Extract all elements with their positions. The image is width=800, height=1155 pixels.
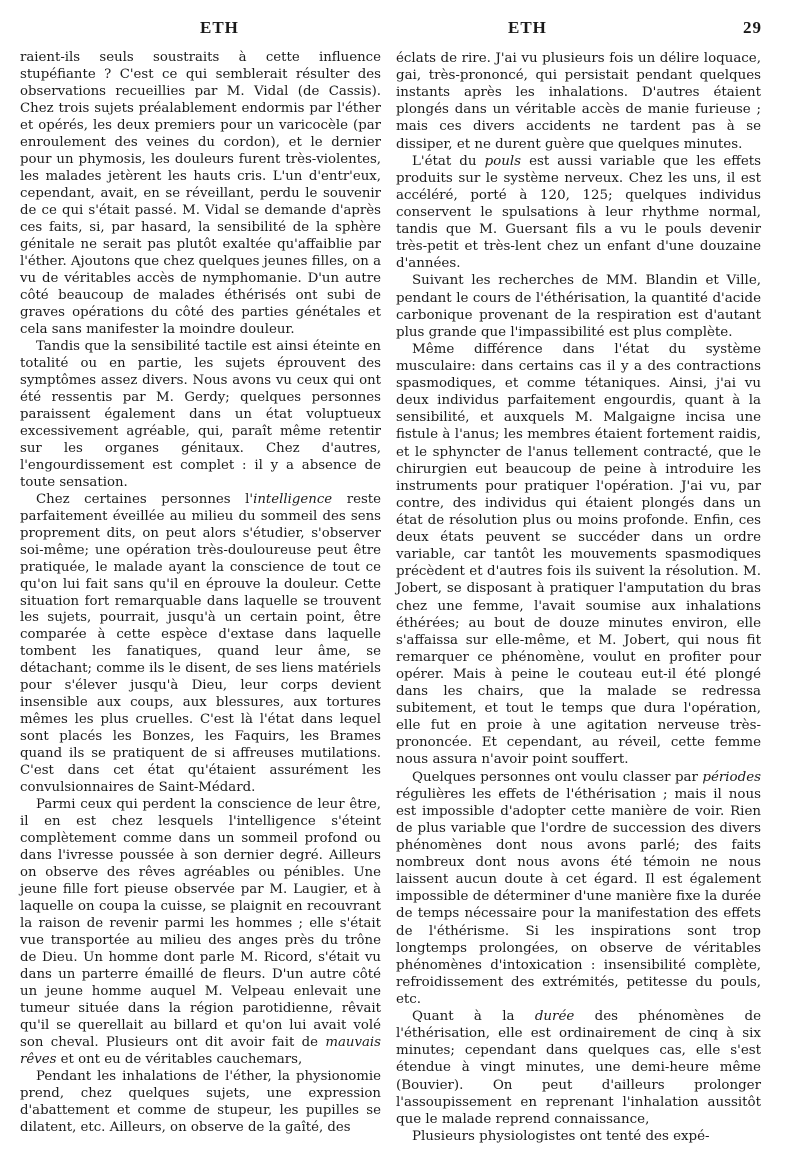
italic-term: durée xyxy=(534,1009,575,1025)
text-run: L'état du xyxy=(412,153,485,169)
text-column-right xyxy=(396,50,761,1145)
text-run: Tandis que la sensibilité tactile est ainsi éteinte en totalité ou en partie, les sujets éprouvent des symptômes assez divers. Nous avons vu ceux qui ont été ressentis par M. Gerdy; quelques personnes paraissent également dans un état voluptueux excessivement agréable, qui, paraît même retentir sur les organes génitaux. Chez d'autres, l'engourdissement est complet : il y a absence de toute sensation. xyxy=(20,338,381,490)
text-run: éclats de rire. J'ai vu plusieurs fois un délire loquace, gai, très-prononcé, qui persistait pendant quelques instants après les inhalations. D'autres étaient plongés dans un véritable accès de manie furieuse ; mais ces divers accidents ne tardent pas à se dissiper, et ne durent guère que quelques minutes. xyxy=(396,51,761,152)
italic-term: périodes xyxy=(702,769,761,785)
paragraph xyxy=(20,492,381,798)
paragraph xyxy=(396,1128,761,1145)
paragraph xyxy=(20,339,381,492)
paragraph xyxy=(20,797,381,1069)
page-number: 29 xyxy=(743,18,762,37)
running-header-right: ETH xyxy=(508,18,547,37)
text-run: Plusieurs physiologistes ont tenté des expé- xyxy=(412,1128,710,1144)
text-run: Parmi ceux qui perdent la conscience de leur être, il en est chez lesquels l'intelligence s'éteint complètement comme dans un sommeil profond ou dans l'ivresse poussée à son dernier degré. Ailleurs on observe des rêves agréables ou pénibles. Une jeune fille fort pieuse observée par M. Laugier, et à laquelle on coupa la cuisse, se plaignit en recouvrant la raison de revenir parmi les hommes ; elle s'était vue transportée au milieu des anges près du trône de Dieu. Un homme dont parle M. Ricord, s'était vu dans un parterre émaillé de fleurs. D'un autre côté un jeune homme auquel M. Velpeau enlevait une tumeur située dans la région parotidienne, rêvait qu'il se querellait au billard et qu'on lui avait volé son cheval. Plusieurs ont dit avoir fait de xyxy=(20,797,381,1051)
text-run: raient-ils seuls soustraits à cette influence stupéfiante ? C'est ce qui semblerait résulter des observations recueillies par M. Vidal (de Cassis). Chez trois sujets préalablement endormis par l'éther et opérés, les deux premiers pour un varicocèle (par enroulement des veines du cordon), et le dernier pour un phymosis, les douleurs furent très-violentes, les malades jetèrent les hauts cris. L'un d'entr'eux, cependant, avait, en se réveillant, perdu le souvenir de ce qui s'était passé. M. Vidal se demande d'après ces faits, si, par hasard, la sensibilité de la sphère génitale ne serait pas plutôt exaltée qu'affaiblie par l'éther. Ajoutons que chez quelques jeunes filles, on a vu de véritables accès de nymphomanie. D'un autre côté beaucoup de malades éthérisés ont subi de graves opérations du côté des parties génétales et cela sans manifester la moindre douleur. xyxy=(20,50,381,337)
text-run: et ont eu de véritables cauchemars, xyxy=(56,1052,303,1068)
paragraph xyxy=(396,153,761,273)
paragraph xyxy=(396,50,761,153)
text-column-left xyxy=(20,50,381,1137)
text-run: Pendant les inhalations de l'éther, la physionomie prend, chez quelques sujets, une expression d'abattement et comme de stupeur, les pupilles se dilatent, etc. Ailleurs, on observe de la gaîté, des xyxy=(20,1069,381,1136)
text-run: Chez certaines personnes l' xyxy=(36,491,254,507)
paragraph xyxy=(396,769,761,1009)
paragraph xyxy=(396,1008,761,1128)
paragraph xyxy=(20,50,381,339)
italic-term: pouls xyxy=(484,153,521,169)
running-header-left: ETH xyxy=(200,18,239,37)
text-run: régulières les effets de l'éthérisation ; mais il nous est impossible d'adopter cette manière de voir. Rien de plus variable que l'ordre de succession des divers phénomènes dont nous avons parlé; des faits nombreux dont nous avons été témoin ne nous laissent aucun doute à cet égard. Il est également impossible de déterminer d'une manière fixe la durée de temps nécessaire pour la manifestation des effets de l'éthérisme. Si les inspirations sont trop longtemps prolongées, on observe de véritables phénomènes d'intoxication : insensibilité complète, refroidissement des extrémités, petitesse du pouls, etc. xyxy=(396,786,761,1008)
paragraph xyxy=(396,272,761,340)
text-run: est aussi variable que les effets produits sur le système nerveux. Chez les uns, il est accéléré, porté à 120, 125; quelques individus conservent le spulsations à leur rhythme normal, tandis que M. Guersant fils a vu le pouls devenir très-petit et très-lent chez un enfant d'une douzaine d'années. xyxy=(396,153,761,272)
text-run: Même différence dans l'état du système musculaire: dans certains cas il y a des contractions spasmodiques, et comme tétaniques. Ainsi, j'ai vu deux individus parfaitement engourdis, quant à la sensibilité, et auxquels M. Malgaigne incisa une fistule à l'anus; les membres étaient fortement raidis, et le sphyncter de l'anus tellement contracté, que le chirurgien eut beaucoup de peine à introduire les instruments pour pratiquer l'opération. J'ai vu, par contre, des individus qui étaient plongés dans un état de résolution plus ou moins profonde. Enfin, ces deux états peuvent se succéder dans un ordre variable, car tantôt les mouvements spasmodiques précèdent et d'autres fois ils suivent la résolution. M. Jobert, se disposant à pratiquer l'amputation du bras chez une femme, l'avait soumise aux inhalations éthérées; au bout de douze minutes environ, elle s'affaissa sur elle-même, et M. Jobert, qui nous fit remarquer ce phénomène, voulut en profiter pour opérer. Mais à peine le couteau eut-il été plongé dans les chairs, que la malade se redressa subitement, et tout le temps que dura l'opération, elle fut en proie à une agitation nerveuse très-prononcée. Et cependant, au réveil, cette femme nous assura n'avoir point souffert. xyxy=(396,341,761,768)
paragraph xyxy=(20,1069,381,1137)
italic-term: intelligence xyxy=(253,491,333,507)
paragraph xyxy=(396,341,761,769)
italic-term: mauvais rêves xyxy=(20,1035,381,1068)
text-run: des phénomènes de l'éthérisation, elle est ordinairement de cinq à six minutes; cependant dans quelques cas, elle s'est étendue à vingt minutes, une demi-heure même (Bouvier). On peut d'ailleurs prolonger l'assoupissement en reprenant l'inhalation aussitôt que le malade reprend connaissance, xyxy=(396,1009,761,1127)
text-run: Suivant les recherches de MM. Blandin et Ville, pendant le cours de l'éthérisation, la quantité d'acide carbonique provenant de la respiration est d'autant plus grande que l'impassibilité est plus complète. xyxy=(396,273,761,340)
text-run: Quant à la xyxy=(412,1009,535,1025)
text-run: Quelques personnes ont voulu classer par xyxy=(412,769,703,785)
text-run: reste parfaitement éveillée au milieu du sommeil des sens proprement dits, on peut alors s'étudier, s'observer soi-même; une opération très-douloureuse peut être pratiquée, le malade ayant la conscience de tout ce qu'on lui fait sans qu'il en éprouve la douleur. Cette situation fort remarquable dans laquelle se trouvent les sujets, pourrait, jusqu'à un certain point, être comparée à cette espèce d'extase dans laquelle tombent les fanatiques, quand leur âme, se détachant; comme ils le disent, de ses liens matériels pour s'élever jusqu'à Dieu, leur corps devient insensible aux coups, aux blessures, aux tortures mêmes les plus cruelles. C'est là l'état dans lequel sont placés les Bonzes, les Faquirs, les Brames quand ils se pratiquent de si affreuses mutilations. C'est dans cet état qu'étaient assurément les convulsionnaires de Saint-Médard. xyxy=(20,491,381,796)
